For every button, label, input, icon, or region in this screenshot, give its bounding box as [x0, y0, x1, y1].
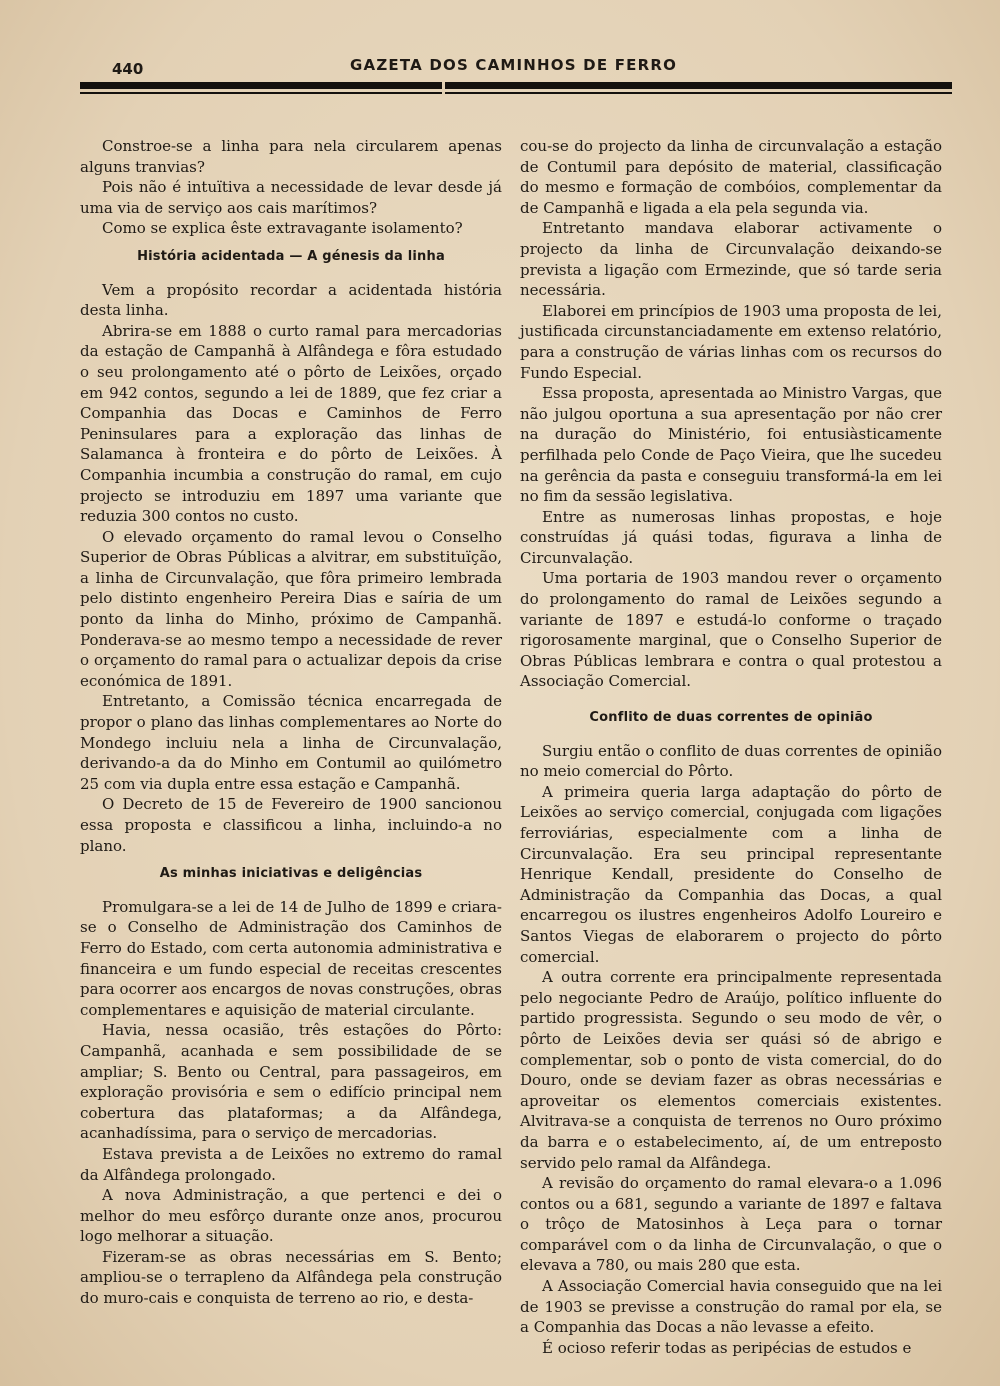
- page-header: [80, 52, 950, 82]
- running-title: GAZETA DOS CAMINHOS DE FERRO: [350, 56, 678, 74]
- paragraph: Constroe-se a linha para nela circularem apenas alguns tranvias?: [80, 137, 502, 176]
- paragraph: A primeira queria larga adaptação do pôrto de Leixões ao serviço comercial, conjugada com ligações ferroviárias, especialmente com a linha de Circunvalação. Era seu principal representante Henrique Kendall, presidente do Conselho de Administração da Companhia das Docas, a qual encarregou os ilustres engenheiros Adolfo Loureiro e Santos Viegas de elaborarem o projecto do pôrto comercial.: [520, 782, 942, 966]
- paragraph: cou-se do projecto da linha de circunvalação a estação de Contumil para depósito de material, classificação do mesmo e formação de combóios, complementar da de Campanhã e ligada a ela pela segunda via.: [520, 137, 942, 217]
- paragraph: Como se explica êste extravagante isolamento?: [102, 219, 463, 238]
- page-number: 440: [112, 60, 144, 78]
- header-rule-thick: [80, 82, 952, 89]
- left-column: [80, 136, 502, 1309]
- paragraph: Surgiu então o conflito de duas correntes de opinião no meio comercial do Pôrto.: [520, 741, 942, 781]
- section-heading: Conflito de duas correntes de opinião: [589, 710, 873, 726]
- header-rule-thin: [80, 92, 952, 94]
- right-column: [520, 136, 942, 1358]
- paragraph: Estava prevista a de Leixões no extremo do ramal da Alfândega prolongado.: [80, 1144, 502, 1184]
- paragraph: Essa proposta, apresentada ao Ministro Vargas, que não julgou oportuna a sua apresentação por não crer na duração do Ministério, foi entusiàsticamente perfilhada pelo Conde de Paço Vieira, que lhe sucedeu na gerência da pasta e conseguiu transformá-la em lei no fim da sessão legislativa.: [520, 384, 942, 506]
- paragraph: Entre as numerosas linhas propostas, e hoje construídas já quási todas, figurava a linha de Circunvalação.: [520, 507, 942, 567]
- paragraph: Elaborei em princípios de 1903 uma proposta de lei, justificada circunstanciadamente em extenso relatório, para a construção de várias linhas com os recursos do Fundo Especial.: [520, 301, 942, 382]
- paragraph: O elevado orçamento do ramal levou o Conselho Superior de Obras Públicas a alvitrar, em substituïção, a linha de Circunvalação, que fôra primeiro lembrada pelo distinto engenheiro Pereira Dias e saíria de um ponto da linha do Minho, próximo de Campanhã. Ponderava-se ao mesmo tempo a necessidade de rever o orçamento do ramal para o actualizar depois da crise económica de 1891.: [80, 527, 502, 690]
- paragraph: Havia, nessa ocasião, três estações do Pôrto: Campanhã, acanhada e sem possibilidade de se ampliar; S. Bento ou Central, para passageiros, em exploração provisória e sem o edifício principal nem cobertura das plataformas; a da Alfândega, acanhadíssima, para o serviço de mercadorias.: [80, 1021, 502, 1143]
- paragraph: Abrira-se em 1888 o curto ramal para mercadorias da estação de Campanhã à Alfândega e fôra estudado o seu prolongamento até o pôrto de Leixões, orçado em 942 contos, segundo a lei de 1889, que fez criar a Companhia das Docas e Caminhos de Ferro Peninsulares para a exploração das linhas de Salamanca à fronteira e do pôrto de Leixões. À Companhia incumbia a construção do ramal, em cujo projecto se introduziu em 1897 uma variante que reduzia 300 contos no custo.: [80, 321, 502, 526]
- section-heading: As minhas iniciativas e deligências: [159, 866, 423, 882]
- spacer: [520, 692, 942, 700]
- paragraph: Entretanto, a Comissão técnica encarregada de propor o plano das linhas complementares ao Norte do Mondego incluiu nela a linha de Circunvalação, derivando-a da do Minho em Contumil ao quilómetro 25 com via dupla entre essa estação e Campanhã.: [80, 692, 502, 793]
- paragraph: A Associação Comercial havia conseguido que na lei de 1903 se previsse a construção do ramal por ela, se a Companhia das Docas a não levasse a efeito.: [520, 1277, 942, 1337]
- paragraph: Pois não é intuïtiva a necessidade de levar desde já uma via de serviço aos cais marítimos?: [80, 178, 502, 217]
- paragraph: Promulgara-se a lei de 14 de Julho de 1899 e criara-se o Conselho de Administração dos Caminhos de Ferro do Estado, com certa autonomia administrativa e financeira e um fundo especial de receitas crescentes para ocorrer aos encargos de novas construções, obras complementares e aquisição de material circulante.: [80, 897, 502, 1019]
- paragraph: É ocioso referir todas as peripécias de estudos e: [542, 1338, 912, 1357]
- paragraph: Fizeram-se as obras necessárias em S. Bento; ampliou-se o terrapleno da Alfândega pela construção do muro-cais e conquista de terreno ao rio, e desta-: [80, 1247, 502, 1308]
- paragraph: Uma portaria de 1903 mandou rever o orçamento do prolongamento do ramal de Leixões segundo a variante de 1897 e estudá-lo conforme o traçado rigorosamente marginal, que o Conselho Superior de Obras Públicas lembrara e contra o qual protestou a Associação Comercial.: [520, 569, 942, 691]
- paragraph: A revisão do orçamento do ramal elevara-o a 1.096 contos ou a 681, segundo a variante de 1897 e faltava o trôço de Matosinhos à Leça para o tornar comparável com o da linha de Circunvalação, o que o elevava a 780, ou mais 280 que esta.: [520, 1174, 942, 1275]
- paragraph: Vem a propósito recordar a acidentada história desta linha.: [80, 280, 502, 320]
- paragraph: A nova Administração, a que pertenci e dei o melhor do meu esfôrço durante onze anos, procurou logo melhorar a situação.: [80, 1186, 502, 1246]
- paragraph: A outra corrente era principalmente representada pelo negociante Pedro de Araújo, político influente do partido progressista. Segundo o seu modo de vêr, o pôrto de Leixões devia ser quási só de abrigo e complementar, sob o ponto de vista comercial, do do Douro, onde se deviam fazer as obras necessárias e aproveitar os elementos comerciais existentes. Alvitrava-se a conquista de terrenos no Ouro próximo da barra e o estabelecimento, aí, de um entreposto servido pelo ramal da Alfândega.: [520, 968, 942, 1172]
- section-heading: História acidentada — A génesis da linha: [137, 248, 445, 264]
- header-rule-gap: [442, 80, 445, 96]
- paragraph: Entretanto mandava elaborar activamente o projecto da linha de Circunvalação deixando-se prevista a ligação com Ermezinde, que só tarde seria necessária.: [520, 219, 942, 300]
- paragraph: O Decreto de 15 de Fevereiro de 1900 sancionou essa proposta e classificou a linha, incluindo-a no plano.: [80, 795, 502, 855]
